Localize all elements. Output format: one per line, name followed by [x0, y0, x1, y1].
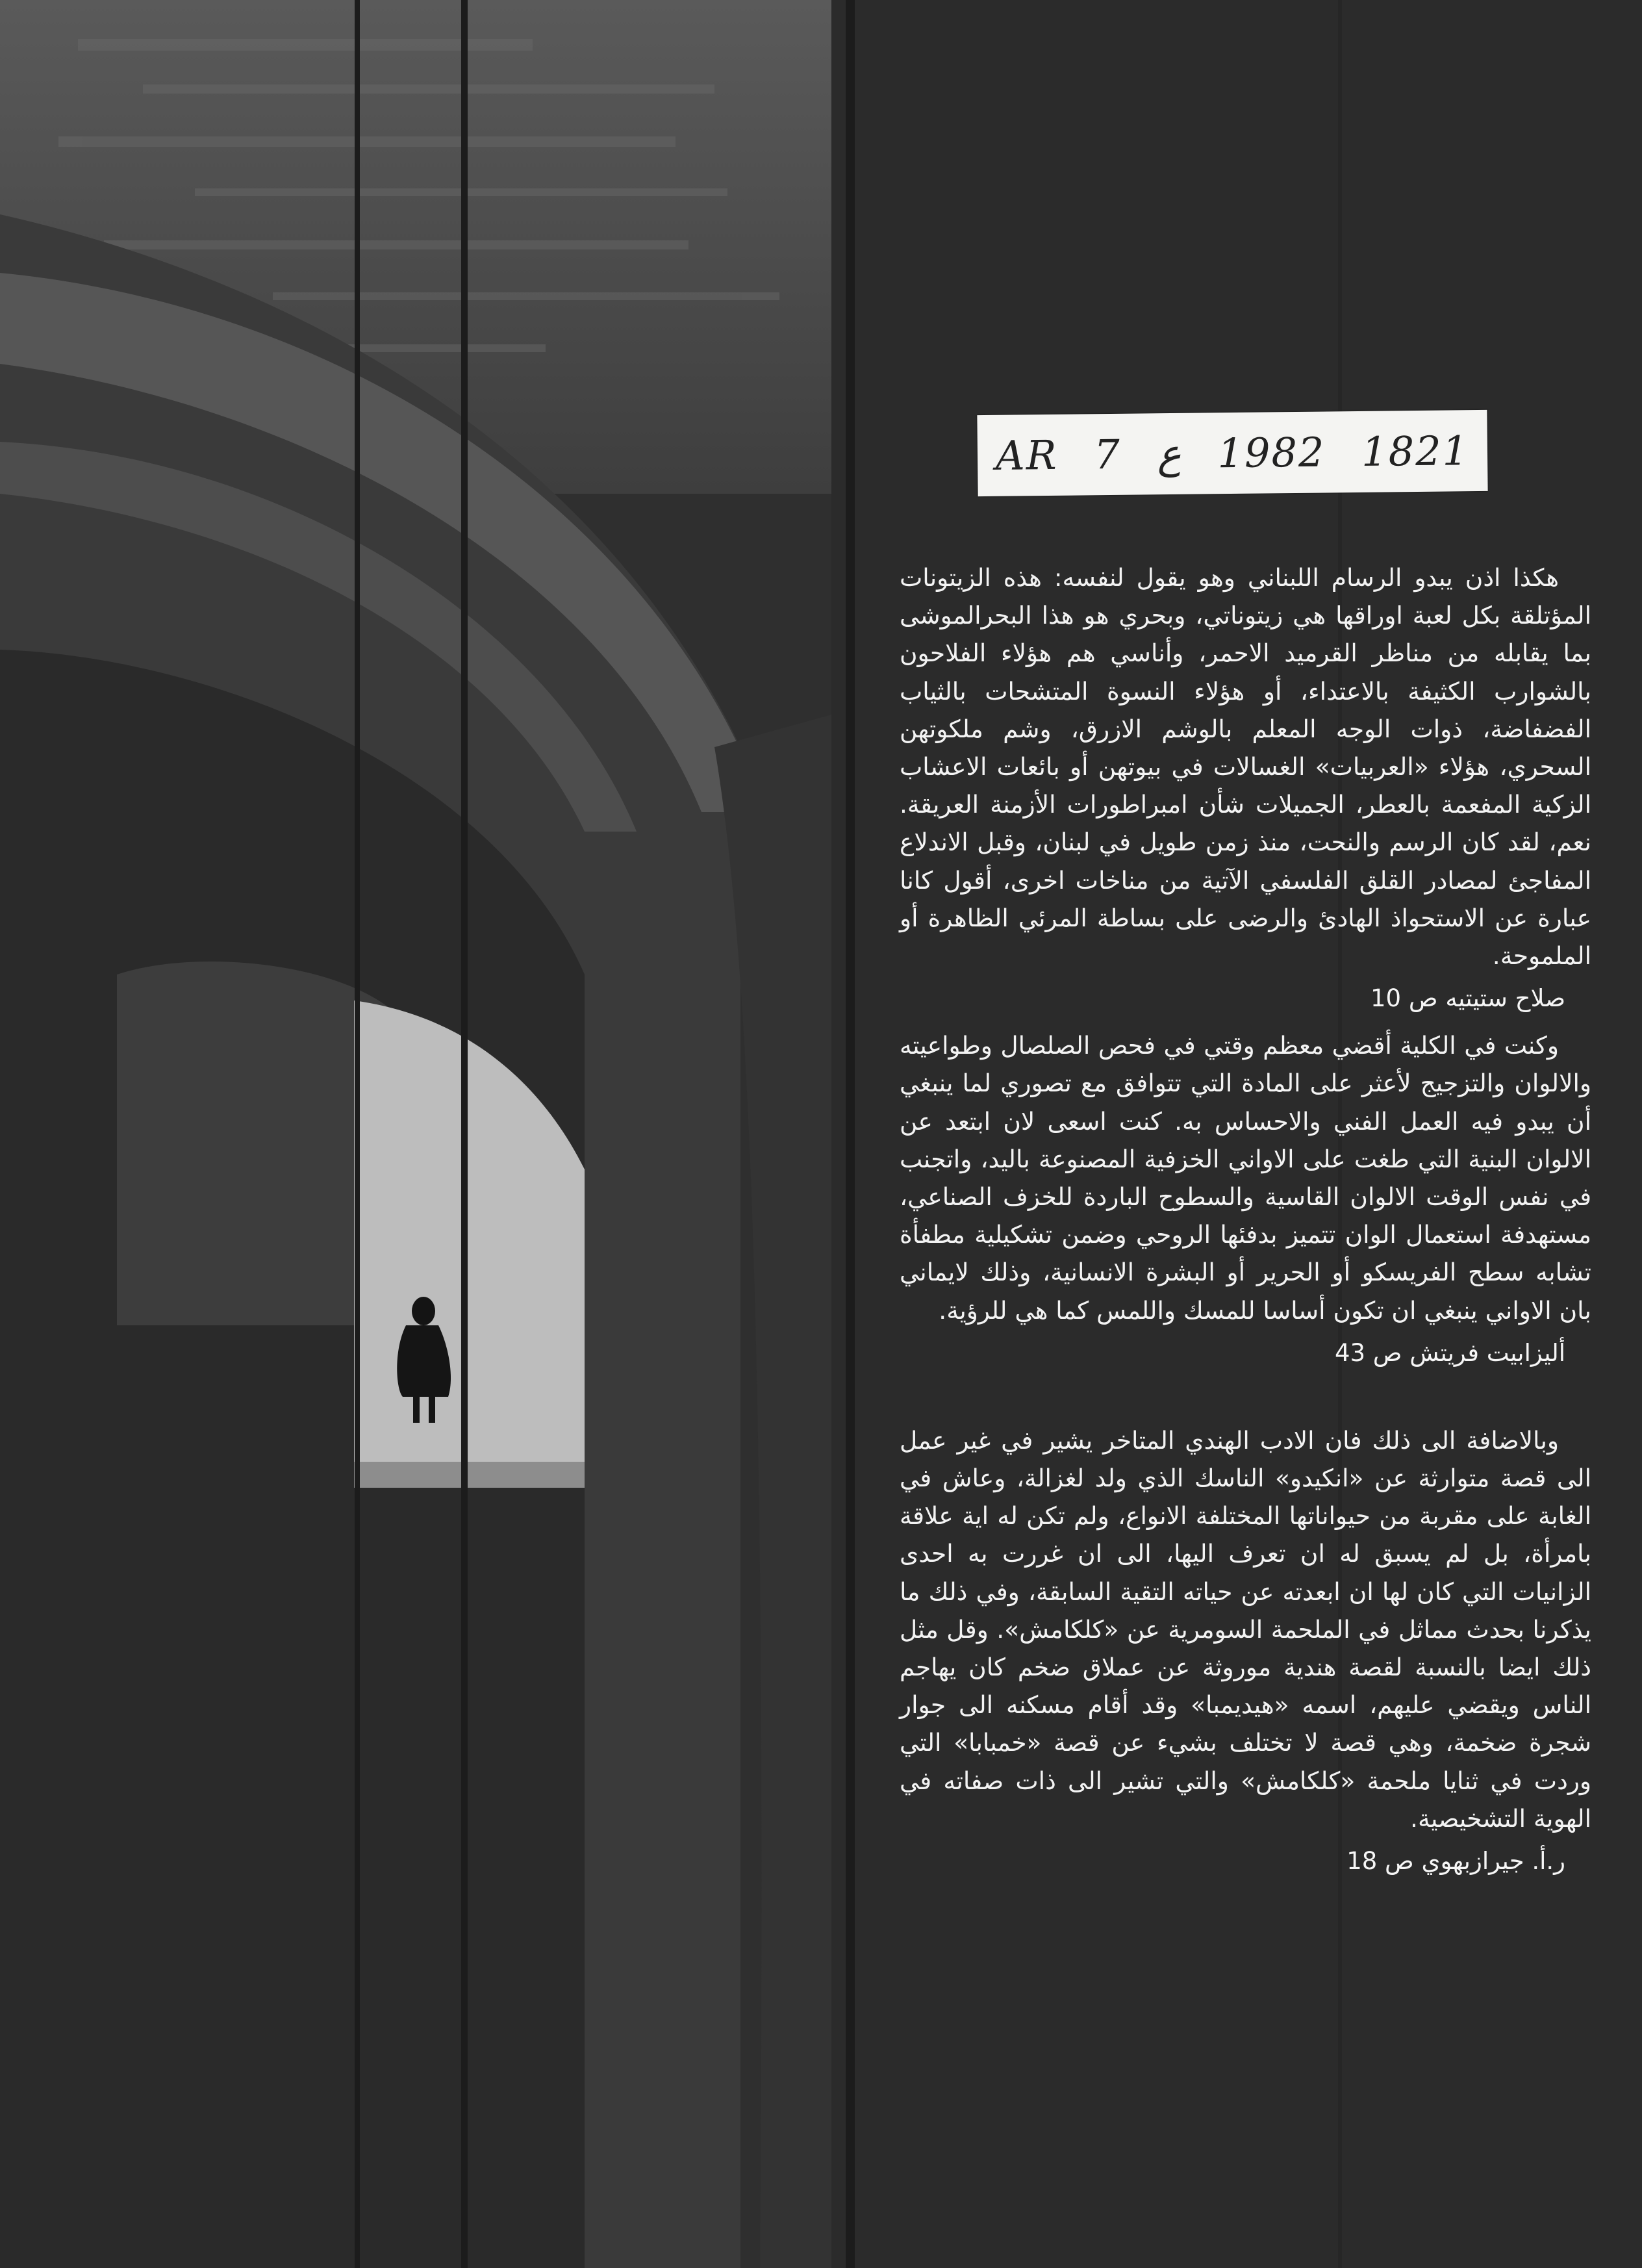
label-code: AR	[995, 431, 1058, 479]
vertical-rule-2	[461, 0, 468, 2268]
quote-paragraph-3: وبالاضافة الى ذلك فان الادب الهندي المتاخر يشير في غير عمل الى قصة متوارثة عن «انكيدو» الناسك الذي ولد لغزالة، وعاش في الغابة على مقربة من حيواناتها المختلفة الانواع، ولم تكن له اية علاقة بامرأة، بل لم يسبق له ان تعرف اليها، الى ان غررت به احدى الزانيات التي كان لها ان ابعدته عن حياته التقية السابقة، وفي ذلك ما يذكرنا بحدث مماثل في الملحمة السومرية عن «كلكامش». وقل مثل ذلك ايضا بالنسبة لقصة هندية موروثة عن عملاق ضخم كان يهاجم الناس ويقضي عليهم، اسمه «هيديمبا» وقد أقام مسكنه الى جوار شجرة ضخمة، وهي قصة لا تختلف بشيء عن قصة «خمبابا» التي وردت في ثنايا ملحمة «كلكامش» والتي تشير الى ذات صفاته في الهوية التشخيصية.	[900, 1425, 1591, 1833]
label-month: 7	[1093, 430, 1122, 479]
label-year: 1982	[1217, 428, 1326, 478]
quote-paragraph-2: وكنت في الكلية أقضي معظم وقتي في فحص الصلصال وطواعيته والالوان والتزجيج لأعثر على المادة التي تتوافق مع تصوري لما ينبغي أن يبدو فيه العمل الفني والاحساس به. كنت اسعى لان ابتعد عن الالوان البنية التي طغت على الاواني الخزفية المصنوعة باليد، واتجنب في نفس الوقت الالوان القاسية والسطوح الباردة للخزف الصناعي، مستهدفة استعمال الوان تتميز بدفئها الروحي وضمن تشكيلية مطفأة تشابه سطح الفريسكو أو الحرير أو البشرة الانسانية، وذلك لايماني بان الاواني ينبغي ان تكون أساسا للمسك واللمس كما هي للرؤية.	[900, 1031, 1591, 1325]
label-letter: ع	[1157, 429, 1182, 478]
vertical-rule-3	[846, 0, 855, 2268]
vertical-rule-1	[355, 0, 360, 2268]
spacer	[900, 1381, 1591, 1421]
quote-paragraph-1: هكذا اذن يبدو الرسام اللبناني وهو يقول لنفسه: هذه الزيتونات المؤتلقة بكل لعبة اوراقها هي زيتوناتي، وبحري هو هذا البحرالموشى بما يقابله من مناظر القرميد الاحمر، وأناسي هم هؤلاء الفلاحون بالشوارب الكثيفة بالاعتداء، أو هؤلاء النسوة المتشحات بالثياب الفضفاضة، ذوات الوجه المعلم بالوشم الازرق، وشم ملكوتهن السحري، هؤلاء «العربيات» الغسالات في بيوتهن أو بائعات الاعشاب الزكية المفعمة بالعطر، الجميلات شأن امبراطورات الأزمنة العريقة. نعم، لقد كان الرسم والنحت، منذ زمن طويل في لبنان، وقبل الاندلاع المفاجئ لمصادر القلق الفلسفي الآتية من مناخات اخرى، أقول كانا عبارة عن الاستحواذ الهادئ والرضى على بساطة المرئي الظاهرة أو الملموحة.	[900, 563, 1591, 971]
quotes-column	[900, 559, 1591, 1889]
label-number: 1821	[1361, 427, 1470, 476]
quote-source-2: أليزابيت فريتش ص 43	[1334, 1338, 1565, 1367]
quote-source-3: ر.أ. جيرازبهوي ص 18	[1346, 1847, 1565, 1876]
archive-label	[977, 410, 1487, 496]
quote-source-1: صلاح ستيتيه ص 10	[1370, 984, 1565, 1013]
